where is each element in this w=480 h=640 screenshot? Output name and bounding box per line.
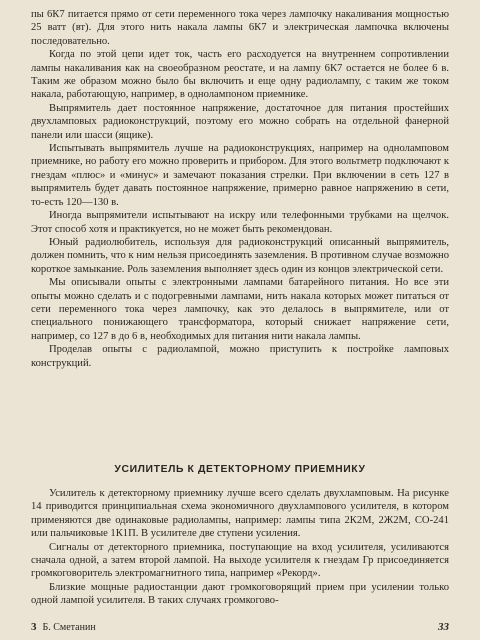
signature-mark: 3: [31, 621, 37, 633]
paragraph: Испытывать выпрямитель лучше на радиоконструкциях, например на одноламповом приемнике, но работу его можно проверить и прибором. Для этого вольтметр подключают к гнездам «плюс» и «минус» и замечают показания стрелки. При включении в сеть 127 в выпрямитель будет давать постоянное напряжение, примерно равное напряжению в сети, то-есть 120—130 в.: [31, 143, 449, 208]
section-heading: УСИЛИТЕЛЬ К ДЕТЕКТОРНОМУ ПРИЕМНИКУ: [114, 464, 366, 475]
paragraph: Когда по этой цепи идет ток, часть его расходуется на внутреннем сопротивлении лампы накаливания как на своеобразном реостате, и на лампу 6К7 остается не более 6 в. Таким же образом можно было бы включить и еще одну радиолампу, с таким же током накала, работающую, например, в однолампоном приемнике.: [31, 49, 449, 101]
signature-text: Б. Сметанин: [42, 622, 96, 633]
paragraph: пы 6К7 питается прямо от сети переменного тока через лампочку накаливания мощностью 25 ватт (вт). Для этого нить накала лампы 6К7 и электрическая лампочка включены последовательно.: [31, 9, 449, 47]
page-number: 33: [438, 621, 449, 633]
paragraph: Проделав опыты с радиолампой, можно приступить к постройке ламповых конструкций.: [31, 344, 449, 369]
main-text-block: [31, 8, 449, 370]
paragraph: Усилитель к детекторному приемнику лучше всего сделать двухламповым. На рисунке 14 приводится принципиальная схема экономичного двухлампового усилителя, в котором применяются две одинаковые радиолампы, например: лампы типа 2К2М, 2Ж2М, СО-241 или пальчиковые 1К1П. В усилителе две ступени усиления.: [31, 488, 449, 540]
paragraph: Выпрямитель дает постоянное напряжение, достаточное для питания простейших двухламповых радиоконструкций, поэтому его можно собрать на отдельной фанерной панели или шасси (ящике).: [31, 102, 449, 141]
paragraph: Иногда выпрямители испытывают на искру или телефонными трубками на щелчок. Этот способ хотя и практикуется, но не может быть рекомендован.: [31, 210, 449, 235]
paragraph: Близкие мощные радиостанции дают громкоговорящий прием при усилении только одной лампой усилителя. В таких случаях громкогово-: [31, 581, 449, 607]
paragraph: Юный радиолюбитель, используя для радиоконструкций описанный выпрямитель, должен помнить, что к ним нельзя присоединять заземления. В противном случае возможно короткое замыкание. Роль заземления выполняет здесь один из концов электрической сети.: [31, 236, 449, 275]
section-text-block: [31, 487, 449, 608]
paragraph: Сигналы от детекторного приемника, поступающие на вход усилителя, усиливаются сначала одной, а затем второй лампой. На выходе усилителя к гнездам Гр присоединяется громкоговоритель электромагнитного типа, например «Рекорд».: [31, 541, 449, 580]
printer-signature: [31, 621, 96, 633]
paragraph: Мы описывали опыты с электронными лампами батарейного питания. Но все эти опыты можно сделать и с подогревными лампами, нить накала которых может питаться от сети переменного тока через лампочку, как это делалось в выпрямителе, или от специального понижающего трансформатора, который снижает напряжение сети, например, со 127 в до 6 в, необходимых для питания нити накала лампы.: [31, 277, 449, 342]
